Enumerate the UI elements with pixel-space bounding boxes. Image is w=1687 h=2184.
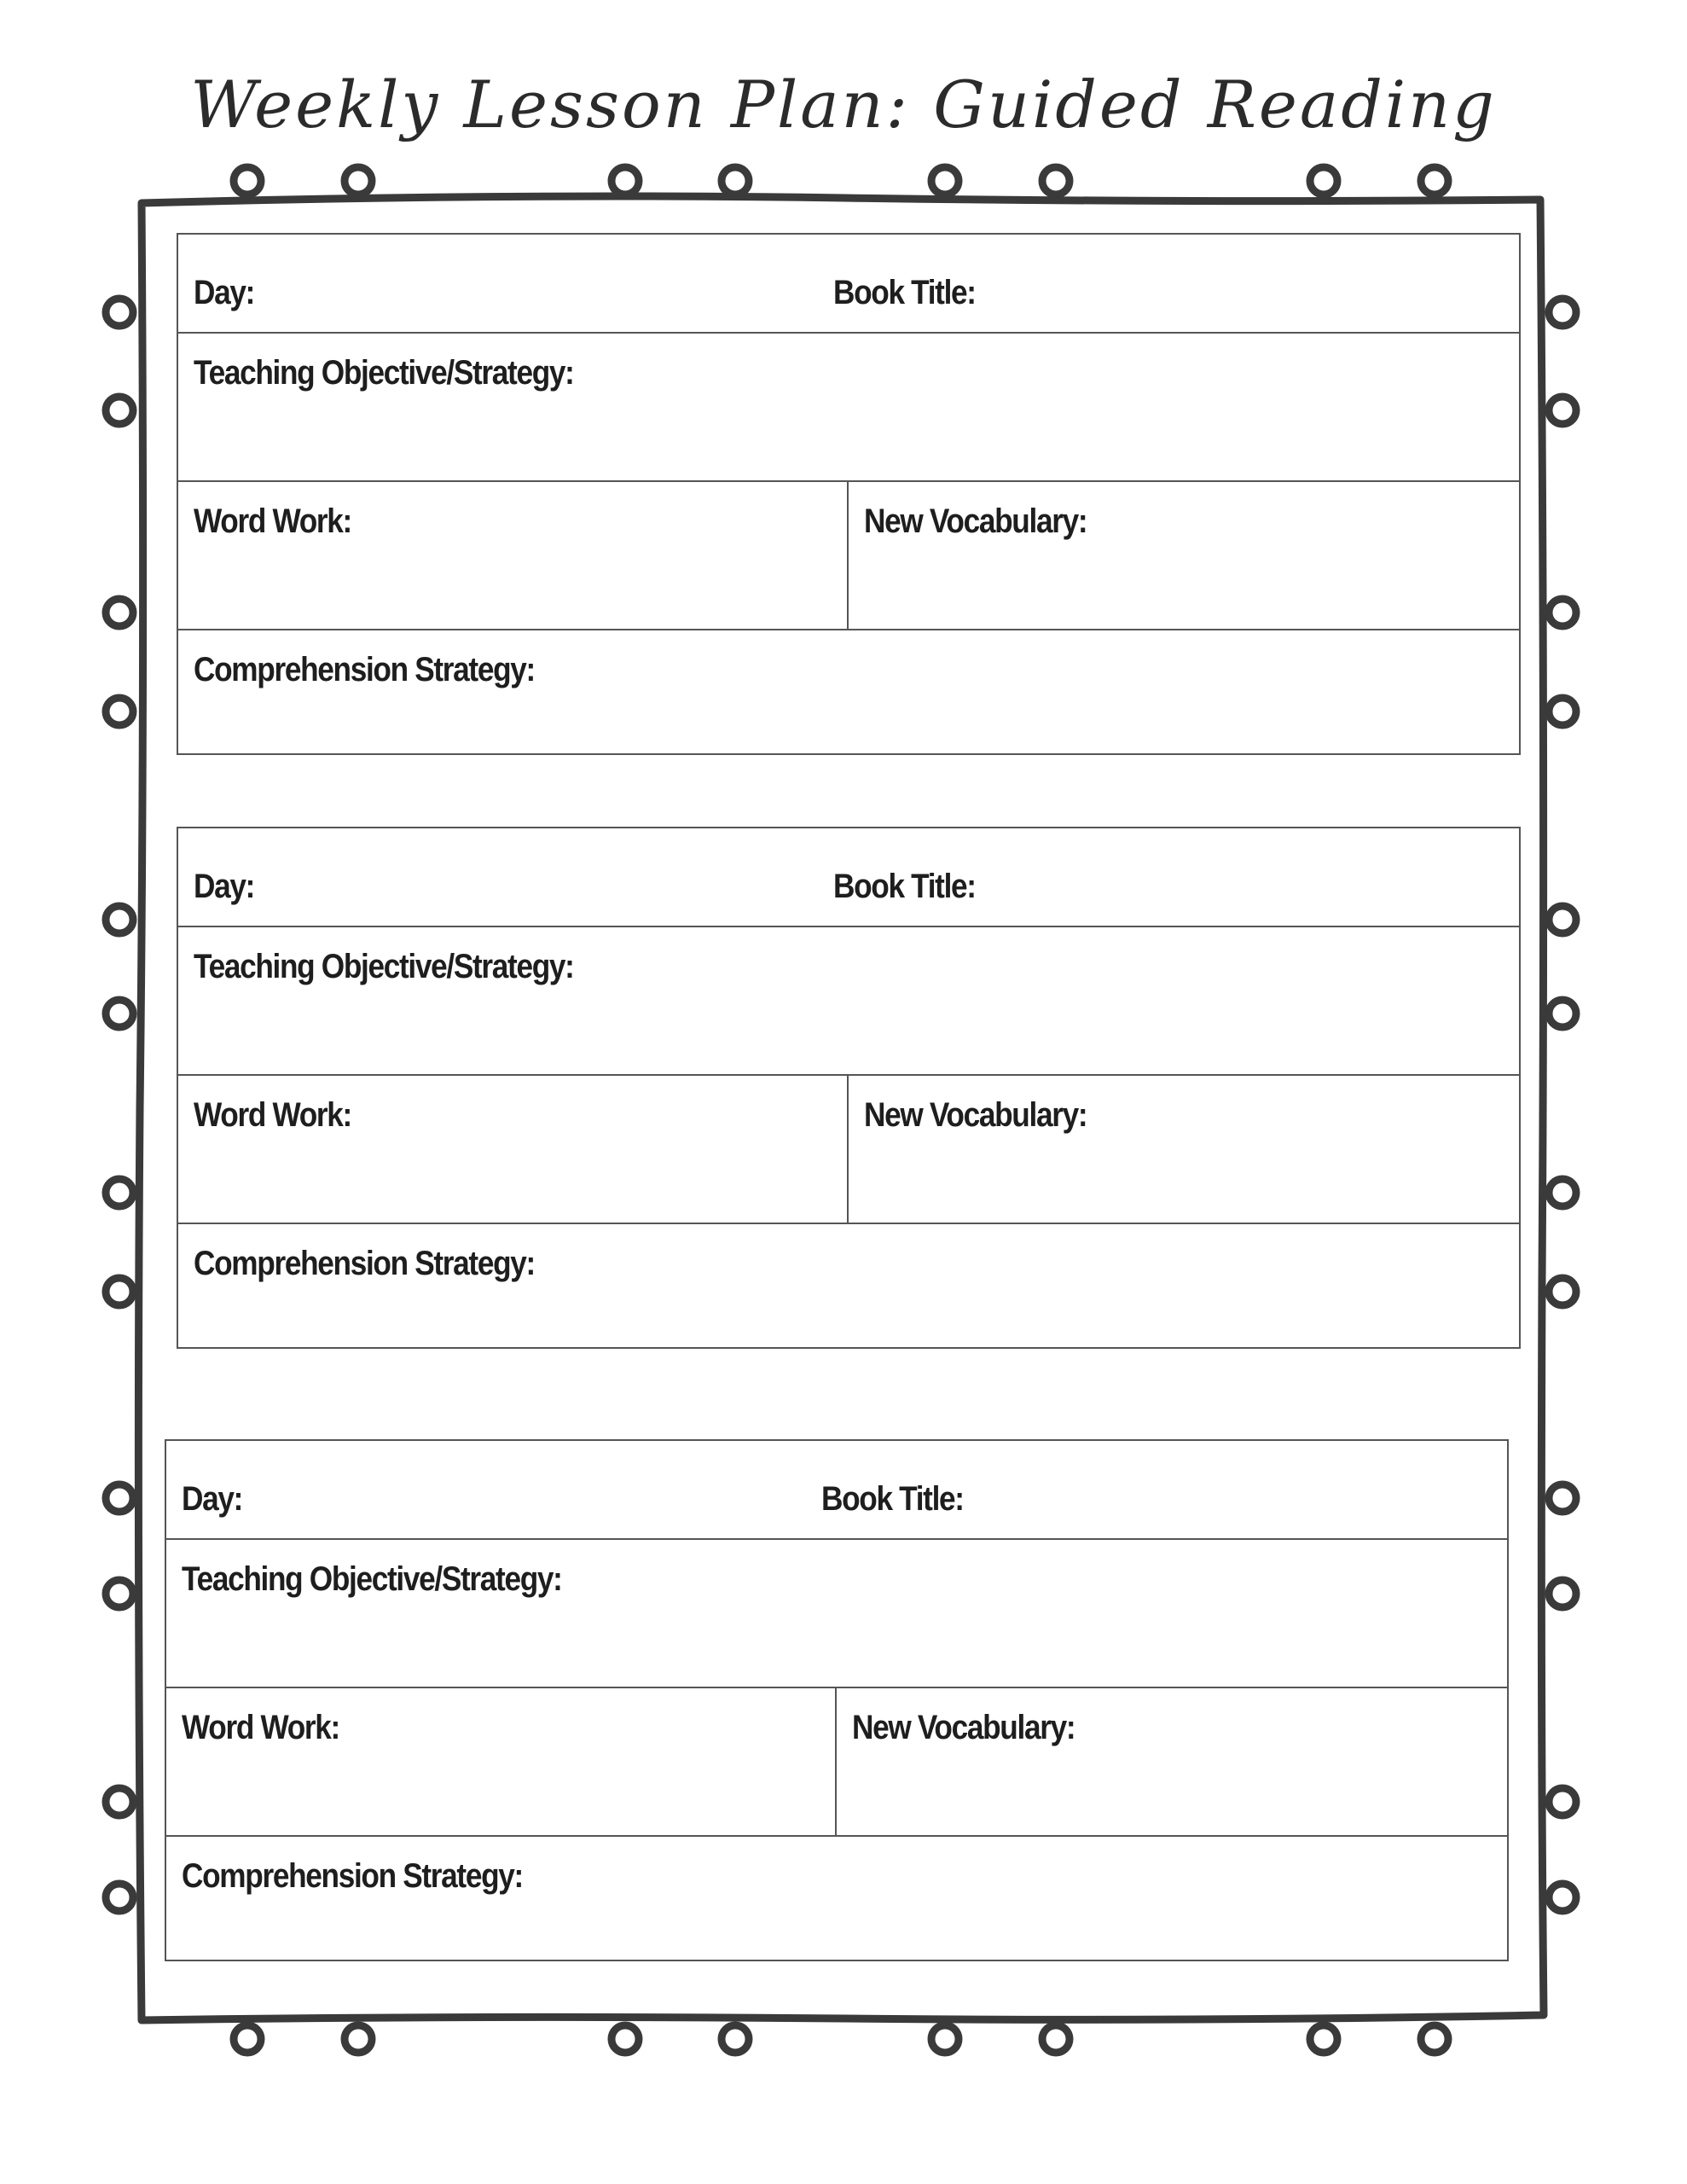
frame-loops-bottom	[234, 2025, 1448, 2053]
day-label: Day:	[194, 868, 255, 905]
word-work-cell	[178, 482, 849, 629]
day-label: Day:	[182, 1480, 243, 1518]
lesson-plan-block-1	[177, 233, 1521, 755]
frame-loops-top	[234, 167, 1448, 195]
frame-loops-left	[106, 299, 133, 1911]
day-row	[166, 1441, 1507, 1540]
objective-row	[166, 1540, 1507, 1688]
word-work-label: Word Work:	[194, 1096, 351, 1134]
comprehension-row	[178, 630, 1519, 753]
day-label: Day:	[194, 274, 255, 311]
objective-label: Teaching Objective/Strategy:	[194, 948, 574, 985]
lesson-plan-block-2	[177, 827, 1521, 1349]
word-vocab-row	[166, 1688, 1507, 1837]
book-title-label: Book Title:	[833, 274, 976, 311]
page-title: Weekly Lesson Plan: Guided Reading	[190, 67, 1497, 142]
vocabulary-cell	[837, 1688, 1507, 1835]
vocabulary-label: New Vocabulary:	[852, 1709, 1075, 1746]
word-work-label: Word Work:	[194, 502, 351, 540]
lesson-plan-block-3	[165, 1439, 1509, 1961]
comprehension-row	[178, 1224, 1519, 1347]
word-vocab-row	[178, 482, 1519, 630]
vocabulary-cell	[849, 1076, 1519, 1223]
word-work-cell	[178, 1076, 849, 1223]
word-work-cell	[166, 1688, 837, 1835]
comprehension-label: Comprehension Strategy:	[194, 651, 535, 688]
objective-row	[178, 334, 1519, 482]
word-work-label: Word Work:	[182, 1709, 339, 1746]
comprehension-label: Comprehension Strategy:	[182, 1857, 523, 1895]
objective-row	[178, 927, 1519, 1076]
word-vocab-row	[178, 1076, 1519, 1224]
comprehension-label: Comprehension Strategy:	[194, 1245, 535, 1282]
frame-loops-right	[1549, 299, 1576, 1911]
vocabulary-label: New Vocabulary:	[864, 1096, 1087, 1134]
objective-label: Teaching Objective/Strategy:	[194, 354, 574, 392]
vocabulary-cell	[849, 482, 1519, 629]
book-title-label: Book Title:	[833, 868, 976, 905]
vocabulary-label: New Vocabulary:	[864, 502, 1087, 540]
book-title-label: Book Title:	[821, 1480, 964, 1518]
day-row	[178, 235, 1519, 334]
objective-label: Teaching Objective/Strategy:	[182, 1560, 562, 1598]
day-row	[178, 828, 1519, 927]
comprehension-row	[166, 1837, 1507, 1960]
